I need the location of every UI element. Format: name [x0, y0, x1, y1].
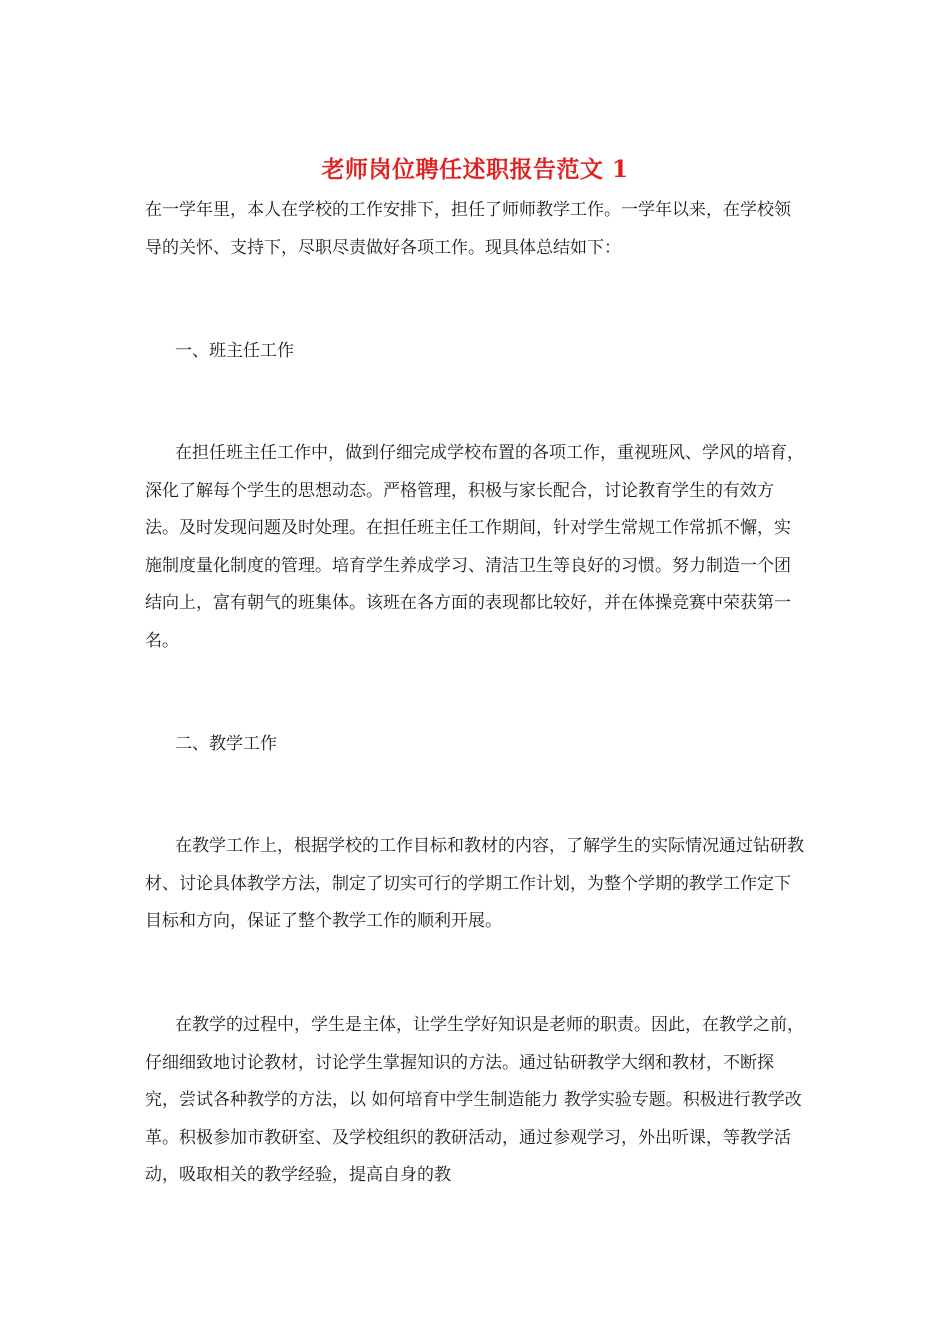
section-heading-teaching: 二、教学工作: [175, 734, 277, 754]
section-heading-class-teacher: 一、班主任工作: [175, 341, 294, 361]
section1-paragraph: 在担任班主任工作中，做到仔细完成学校布置的各项工作，重视班风、学风的培育，深化了解每个学生的思想动态。严格管理，积极与家长配合，讨论教育学生的有效方法。及时发现问题及时处理。在担任班主任工作期间，针对学生常规工作常抓不懈，实施制度量化制度的管理。培育学生养成学习、清洁卫生等良好的习惯。努力制造一个团结向上，富有朝气的班集体。该班在各方面的表现都比较好，并在体操竞赛中荣获第一名。: [145, 443, 804, 651]
section2-paragraph-1: 在教学工作上，根据学校的工作目标和教材的内容，了解学生的实际情况通过钻研教材、讨论具体教学方法，制定了切实可行的学期工作计划，为整个学期的教学工作定下目标和方向，保证了整个教学工作的顺利开展。: [145, 836, 804, 931]
intro-paragraph: 在一学年里，本人在学校的工作安排下，担任了师师教学工作。一学年以来，在学校领导的关怀、支持下，尽职尽责做好各项工作。现具体总结如下：: [145, 200, 791, 258]
section2-paragraph-2: 在教学的过程中，学生是主体，让学生学好知识是老师的职责。因此，在教学之前，仔细细致地讨论教材，讨论学生掌握知识的方法。通过钻研教学大纲和教材，不断探究，尝试各种教学的方法，以 如何培育中学生制造能力 教学实验专题。积极进行教学改革。积极参加市教研室、及学校组织的教研活动，通过参观学习，外出听课，等教学活动，吸取相关的教学经验，提高自身的教: [145, 1015, 804, 1185]
document-title: 老师岗位聘任述职报告范文 1: [321, 156, 629, 183]
